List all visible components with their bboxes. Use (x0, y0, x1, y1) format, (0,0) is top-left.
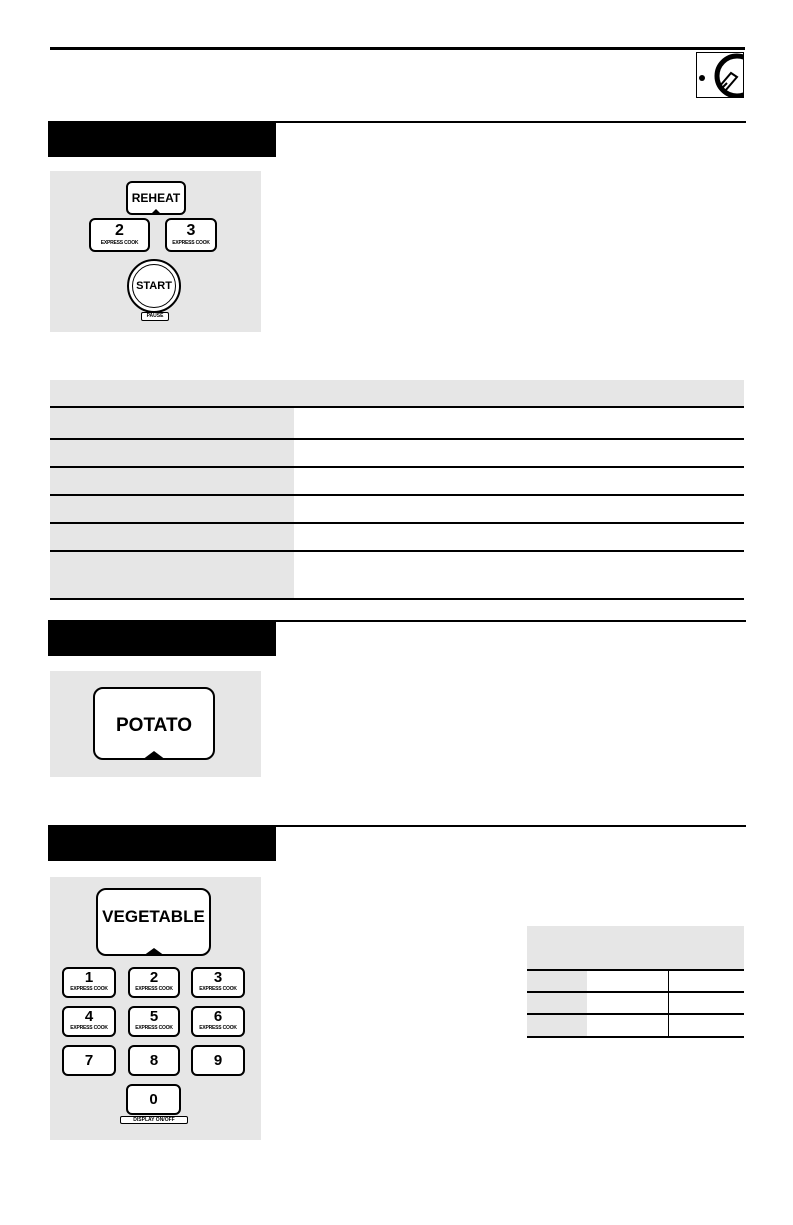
table-row (50, 524, 294, 550)
section-rule (276, 825, 746, 827)
table-rule (527, 1036, 744, 1038)
table-row (527, 1015, 587, 1036)
table-row (50, 468, 294, 494)
section-tab-potato (48, 620, 276, 656)
vegetable-keypad-panel (50, 877, 261, 1140)
key-sub-label: EXPRESS COOK (199, 986, 237, 992)
key-number: 5 (149, 1008, 159, 1025)
table-column-divider (668, 971, 669, 1036)
potato-label: POTATO (116, 715, 192, 736)
key-4-button[interactable] (62, 1006, 116, 1037)
key-sub-label: EXPRESS COOK (70, 1025, 108, 1031)
top-rule (50, 47, 745, 50)
key-number: 0 (149, 1091, 158, 1108)
table-row (50, 552, 294, 598)
table-row (50, 440, 294, 466)
key-5-button[interactable] (128, 1006, 180, 1037)
vegetable-label: VEGETABLE (102, 907, 205, 926)
express-cook-2-button[interactable] (89, 218, 150, 252)
table-row (527, 971, 587, 991)
arrow-up-icon (142, 751, 166, 760)
arrow-up-icon (150, 209, 162, 215)
reheat-button[interactable] (126, 181, 186, 215)
reheat-table-header (50, 380, 744, 407)
key-number: 4 (84, 1008, 94, 1025)
key-sub-label: EXPRESS COOK (172, 240, 210, 246)
key-sub-label: EXPRESS COOK (135, 1025, 173, 1031)
key-number: 3 (186, 222, 196, 239)
potato-keypad-panel (50, 671, 261, 777)
section-tab-vegetable (48, 825, 276, 861)
display-on-off-label: DISPLAY ON/OFF (120, 1116, 188, 1124)
key-7-button[interactable] (62, 1045, 116, 1076)
key-number: 1 (84, 969, 94, 986)
express-cook-3-button[interactable] (165, 218, 217, 252)
table-row (527, 993, 587, 1013)
start-button[interactable] (127, 259, 181, 313)
key-3-button[interactable] (191, 967, 245, 998)
key-0-button[interactable] (126, 1084, 181, 1115)
reheat-label: REHEAT (131, 191, 181, 205)
section-tab-reheat (48, 121, 276, 157)
reheat-keypad-panel (50, 171, 261, 332)
potato-button[interactable] (93, 687, 215, 760)
table-rule (50, 598, 744, 600)
key-number: 9 (213, 1052, 223, 1069)
key-sub-label: EXPRESS COOK (100, 240, 139, 246)
section-rule (276, 620, 746, 622)
dial-knob-icon (696, 52, 744, 98)
key-1-button[interactable] (62, 967, 116, 998)
key-2-button[interactable] (128, 967, 180, 998)
key-8-button[interactable] (128, 1045, 180, 1076)
arrow-up-icon (143, 948, 165, 956)
key-number: 2 (149, 969, 159, 986)
start-label: START (132, 264, 176, 308)
key-number: 3 (213, 969, 223, 986)
table-row (50, 496, 294, 522)
key-sub-label: EXPRESS COOK (70, 986, 108, 992)
key-9-button[interactable] (191, 1045, 245, 1076)
table-row (50, 408, 294, 438)
vegetable-table-header (527, 926, 744, 970)
key-sub-label: EXPRESS COOK (199, 1025, 237, 1031)
key-number: 8 (149, 1052, 159, 1069)
section-rule (276, 121, 746, 123)
vegetable-button[interactable] (96, 888, 211, 956)
key-6-button[interactable] (191, 1006, 245, 1037)
key-number: 7 (84, 1052, 94, 1069)
pause-label: PAUSE (141, 312, 169, 321)
key-number: 6 (213, 1008, 223, 1025)
key-sub-label: EXPRESS COOK (135, 986, 173, 992)
key-number: 2 (115, 222, 124, 239)
